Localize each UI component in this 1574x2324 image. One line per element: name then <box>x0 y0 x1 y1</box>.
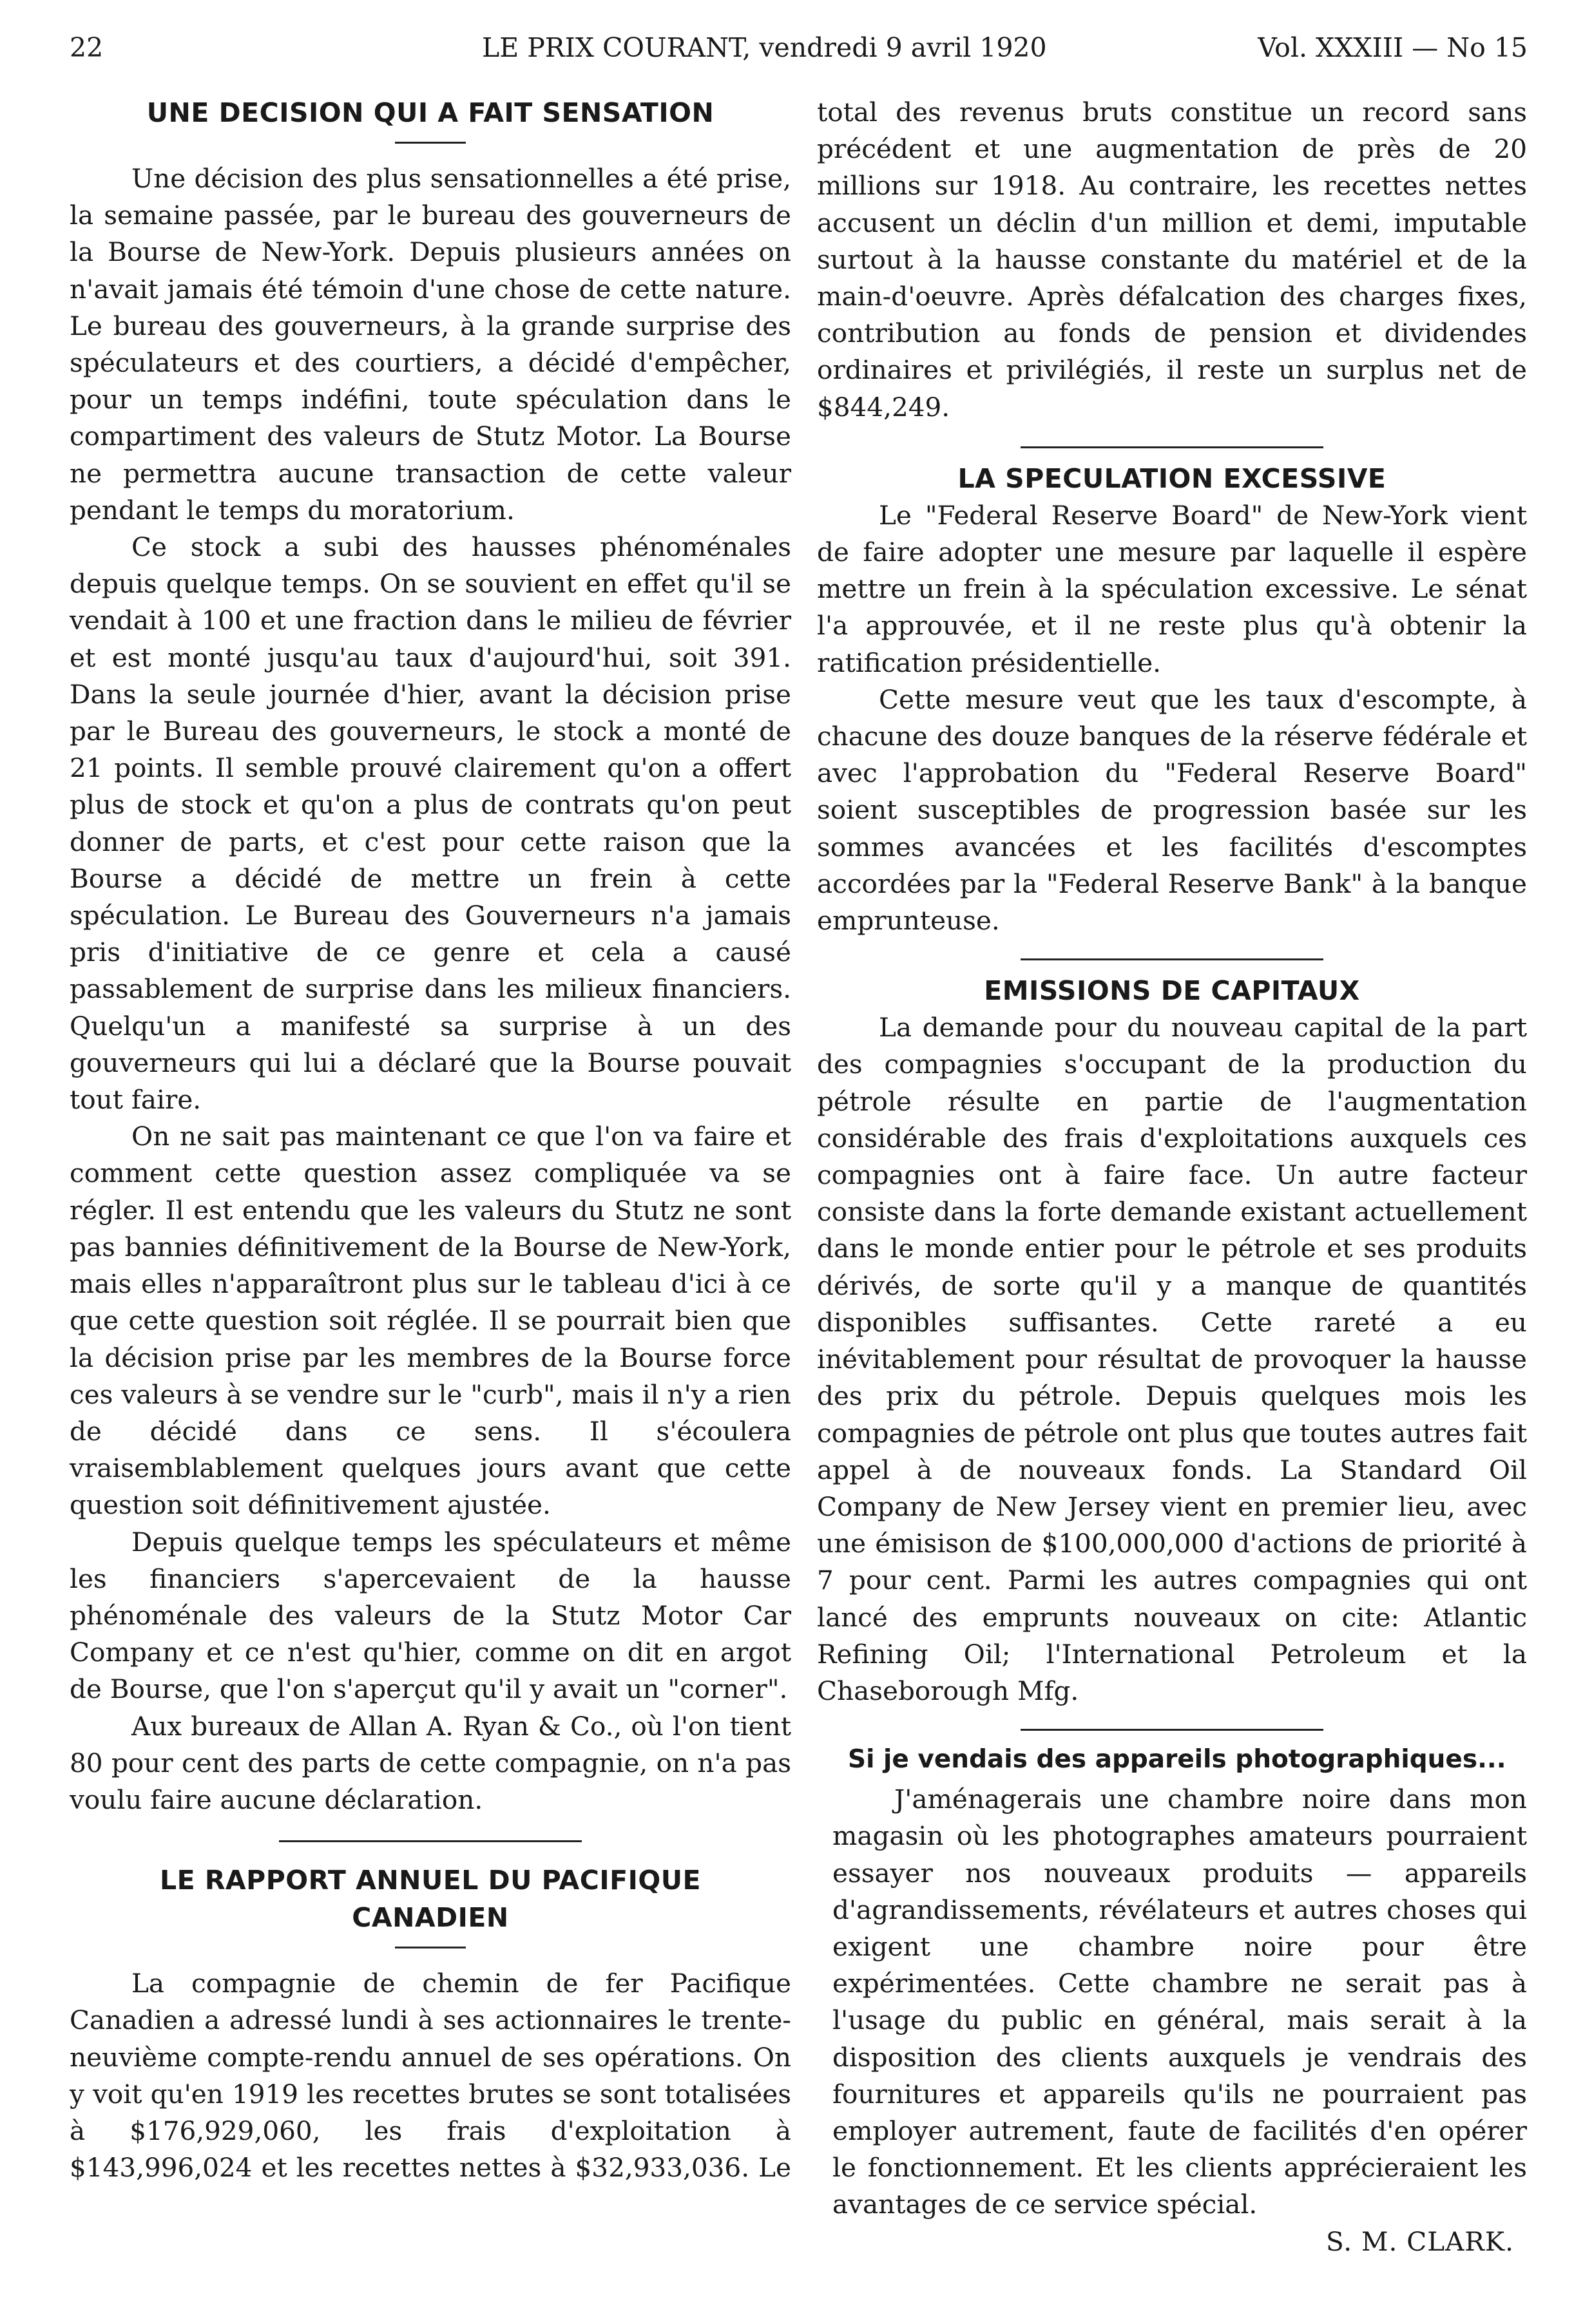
article-photo <box>817 1741 1527 2260</box>
article-paragraph: On ne sait pas maintenant ce que l'on va faire et comment cette question assez compliquée va se régler. Il est entendu que les valeurs du Stutz ne sont pas bannies définitivement de la Bourse de New-York, mais elles n'apparaîtront plus sur le tableau d'ici à ce que cette question soit réglée. Il se pourrait bien que la décision prise par les membres de la Bourse force ces valeurs à se vendre sur le "curb", mais il n'y a rien de décidé dans ce sens. Il s'écoulera vraisemblablement quelques jours avant que cette question soit définitivement ajustée. <box>70 1121 791 1521</box>
article-paragraph: Aux bureaux de Allan A. Ryan & Co., où l'on tient 80 pour cent des parts de cette compagnie, on n'a pas voulu faire aucune déclaration. <box>70 1710 791 1815</box>
publication-title-date: LE PRIX COURANT, vendredi 9 avril 1920 <box>482 32 1047 63</box>
article-decision <box>70 94 791 1818</box>
section-divider <box>279 1840 582 1842</box>
article-paragraph: Depuis quelque temps les spéculateurs et même les financiers s'apercevaient de la hausse phénoménale des valeurs de la Stutz Motor Car Company et ce n'est qu'hier, comme on dit en argot de Bourse, que l'on s'aperçut qu'il y avait un "corner". <box>70 1526 791 1705</box>
running-header <box>70 28 1528 67</box>
author-signature: S. M. CLARK. <box>1325 2225 1514 2257</box>
page-number: 22 <box>70 32 104 63</box>
article-paragraph: La compagnie de chemin de fer Pacifique Canadien a adressé lundi à ses actionnaires le trente-neuvième compte-rendu annuel de ses opérations. On y voit qu'en 1919 les recettes brutes se sont totalisées à $176,929,060, les frais d'exploitation à $143,996,024 et les recettes nettes à $32,933,036. Le <box>70 1968 791 2184</box>
article-speculation <box>817 460 1527 939</box>
volume-issue: Vol. XXXIII — No 15 <box>1258 32 1528 63</box>
article-paragraph: La demande pour du nouveau capital de la part des compagnies s'occupant de la production du pétrole résulte en partie de l'augmentation considérable des frais d'exploitations auxquels ces compagnies ont à faire face. Un autre facteur consiste dans la forte demande existant actuellement dans le monde entier pour le pétrole et ses produits dérivés, de sorte qu'il y a manque de quantités disponibles suffisantes. Cette rareté a eu inévitablement pour résultat de provoquer la hausse des prix du pétrole. Depuis quelques mois les compagnies de pétrole ont plus que toutes autres fait appel à de nouveaux fonds. La Standard Oil Company de New Jersey vient en premier lieu, avec une émisison de $100,000,000 d'actions de priorité à 7 pour cent. Parmi les autres compagnies qui ont lancé des emprunts nouveaux on cite: Atlantic Refining Oil; l'International Petroleum et la Chaseborough Mfg. <box>817 1012 1527 1706</box>
article-emissions-title: EMISSIONS DE CAPITAUX <box>984 975 1360 1007</box>
article-paragraph: Cette mesure veut que les taux d'escompte, à chacune des douze banques de la réserve fédérale et avec l'approbation du "Federal Reserve Board" soient susceptibles de progression basée sur les sommes avancées et les facilités d'escomptes accordées par la "Federal Reserve Bank" à la banque emprunteuse. <box>817 683 1527 937</box>
article-decision-title: UNE DECISION QUI A FAIT SENSATION <box>146 97 715 128</box>
section-divider <box>1021 958 1323 960</box>
article-pacifique-title: LE RAPPORT ANNUEL DU PACIFIQUE CANADIEN <box>159 1865 702 1934</box>
article-paragraph: Ce stock a subi des hausses phénoménales depuis quelque temps. On se souvient en effet qu'il se vendait à 100 et une fraction dans le milieu de février et est monté jusqu'au taux d'aujourd'hui, soit 391. Dans la seule journée d'hier, avant la décision prise par le Bureau des gouverneurs, le stock a monté de 21 points. Il semble prouvé clairement qu'on a offert plus de stock et qu'on a plus de contrats qu'on peut donner de parts, et c'est pour cette raison que la Bourse a décidé de mettre un frein à cette spéculation. Le Bureau des Gouverneurs n'a jamais pris d'initiative de ce genre et cela a causé passablement de surprise dans les milieux financiers. Quelqu'un a manifesté sa surprise à un des gouverneurs qui lui a déclaré que la Bourse pouvait tout faire. <box>70 531 791 1116</box>
article-photo-title: Si je vendais des appareils photographiques... <box>848 1745 1506 1775</box>
article-paragraph: Le "Federal Reserve Board" de New-York vient de faire adopter une mesure par laquelle il espère mettre un frein à la spéculation excessive. Le sénat l'a approuvée, et il ne reste plus qu'à obtenir la ratification présidentielle. <box>817 499 1527 678</box>
article-paragraph: J'aménagerais une chambre noire dans mon magasin où les photographes amateurs pourraient essayer nos nouveaux produits — appareils d'agrandissements, révélateurs et autres choses qui exigent une chambre noire pour être expérimentées. Cette chambre ne serait pas à l'usage du public en général, mais serait à la disposition des clients auxquels je vendrais des fournitures et appareils qu'ils ne pourraient pas employer autrement, faute de facilités d'en opérer le fonctionnement. Et les clients apprécieraient les avantages de ce service spécial. <box>832 1784 1527 2220</box>
article-paragraph: total des revenus bruts constitue un record sans précédent et une augmentation de près de 20 millions sur 1918. Au contraire, les recettes nettes accusent un déclin d'un million et demi, imputable surtout à la hausse constante du matériel et de la main-d'oeuvre. Après défalcation des charges fixes, contribution au fonds de pension et dividendes ordinaires et privilégiés, il reste un surplus net de $844,249. <box>817 97 1527 423</box>
article-pacifique <box>70 1862 791 2186</box>
section-divider <box>1021 1729 1323 1731</box>
title-divider <box>395 142 466 144</box>
article-pacifique-continued <box>817 94 1527 426</box>
right-column <box>817 94 1527 2298</box>
left-column <box>70 94 791 2298</box>
section-divider <box>1021 446 1323 448</box>
article-paragraph: Une décision des plus sensationnelles a été prise, la semaine passée, par le bureau des gouverneurs de la Bourse de New-York. Depuis plusieurs années on n'avait jamais été témoin d'une chose de cette nature. Le bureau des gouverneurs, à la grande surprise des spéculateurs et des courtiers, a décidé d'empêcher, pour un temps indéfini, toute spéculation dans le compartiment des valeurs de Stutz Motor. La Bourse ne permettra aucune transaction de cette valeur pendant le temps du moratorium. <box>70 163 791 526</box>
title-divider <box>395 1947 466 1948</box>
article-emissions <box>817 972 1527 1710</box>
article-speculation-title: LA SPECULATION EXCESSIVE <box>957 462 1387 494</box>
